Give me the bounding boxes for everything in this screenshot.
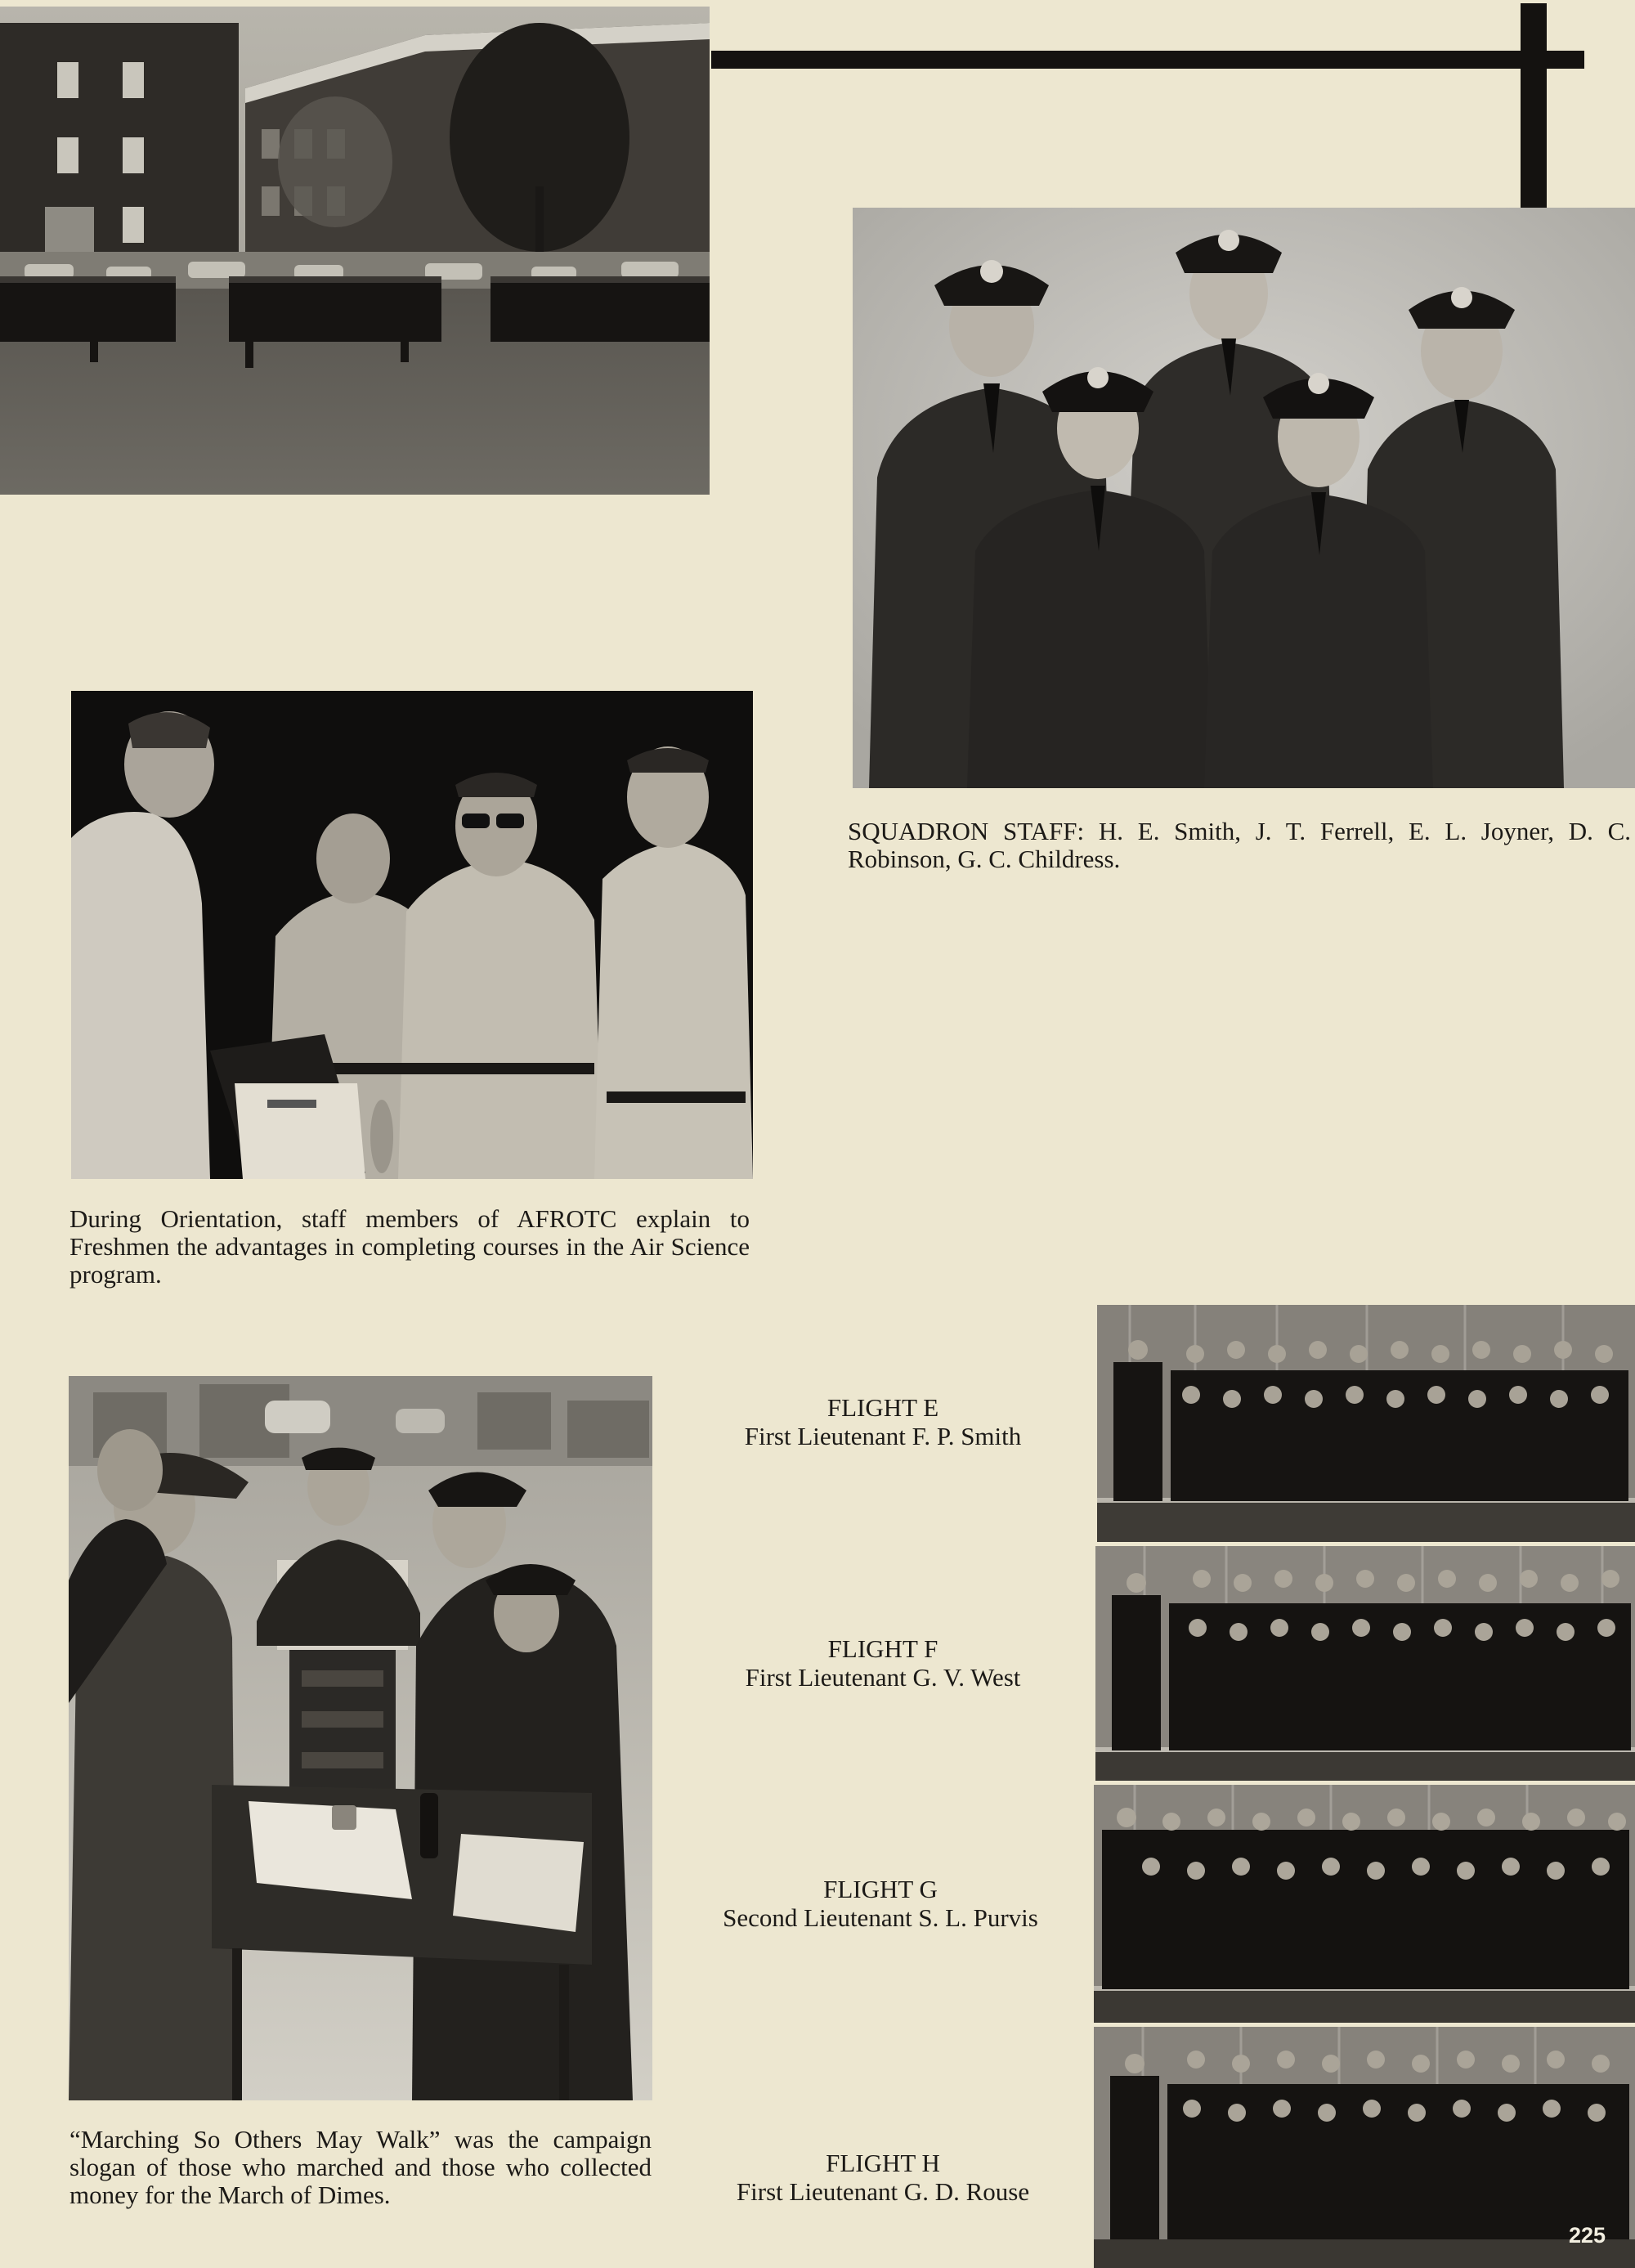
flight-name: FLIGHT H [826,2149,940,2177]
orientation-photo [71,691,753,1179]
flight-g-label [701,1875,1060,1932]
march-of-dimes-photo [69,1376,652,2100]
march-of-dimes-caption: “Marching So Others May Walk” was the campaign slogan of those who marched and those who collected money for the March of Dimes. [69,2125,652,2209]
flight-h-label [703,2149,1063,2206]
flight-leader: First Lieutenant G. V. West [745,1663,1021,1692]
orientation-caption: During Orientation, staff members of AFROTC explain to Freshmen the advantages in completing courses in the Air Science program. [69,1204,750,1289]
page-number: 225 [1568,2223,1606,2248]
flight-e-label [703,1393,1063,1450]
flight-leader: First Lieutenant F. P. Smith [744,1422,1022,1450]
flight-f-group-photo [1095,1546,1635,1781]
squadron-staff-photo [853,208,1635,788]
flight-g-group-photo [1094,1785,1635,2023]
flight-leader: Second Lieutenant S. L. Purvis [723,1903,1038,1932]
flight-e-group-photo [1097,1305,1635,1542]
decorative-vertical-rule [1521,3,1547,208]
squadron-staff-caption: SQUADRON STAFF: H. E. Smith, J. T. Ferrell, E. L. Joyner, D. C. Robinson, G. C. Childress. [848,817,1631,873]
flight-h-group-photo [1094,2027,1635,2268]
flight-leader: First Lieutenant G. D. Rouse [736,2177,1030,2206]
flight-name: FLIGHT F [827,1634,938,1663]
flight-f-label [703,1634,1063,1692]
flight-name: FLIGHT G [823,1875,938,1903]
campus-drill-photo [0,7,710,495]
decorative-horizontal-rule [711,51,1584,69]
flight-name: FLIGHT E [826,1393,939,1422]
